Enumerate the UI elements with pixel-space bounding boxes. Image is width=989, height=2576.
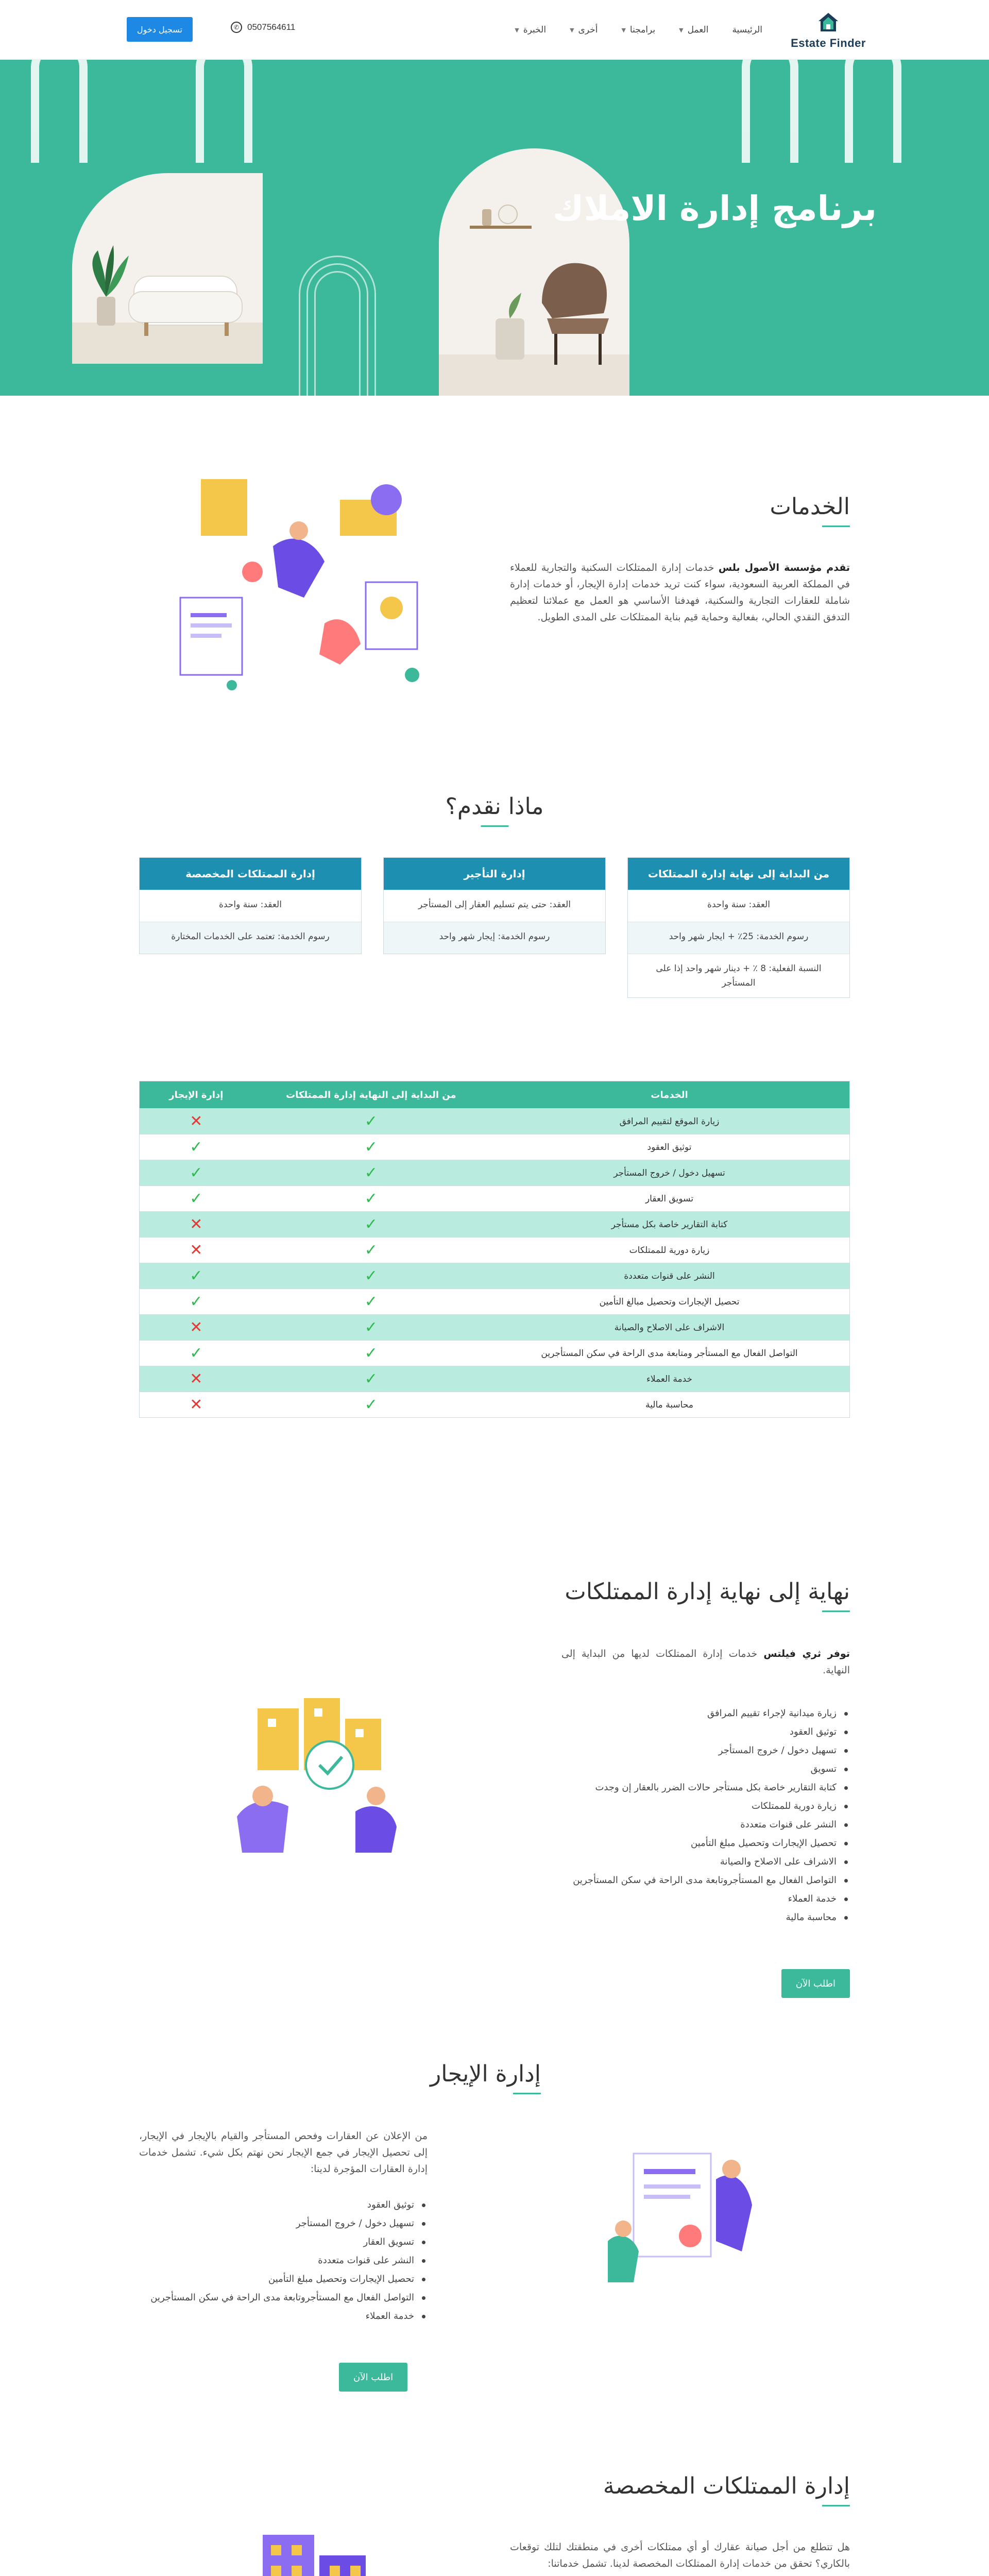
nav-work[interactable] — [679, 25, 708, 35]
e2e-list — [561, 1706, 850, 1929]
offer-card-row: العقد: حتى يتم تسليم العقار إلى المستأجر — [384, 890, 605, 922]
service-name: تسهيل دخول / خروج المستأجر — [613, 1167, 725, 1178]
offer-card-custom — [139, 857, 362, 954]
offer-card-row: رسوم الخدمة: 25٪ + ايجار شهر واحد — [628, 922, 849, 954]
check-icon: ✓ — [364, 1190, 378, 1208]
comparison-row — [140, 1134, 849, 1160]
check-icon: ✓ — [364, 1318, 378, 1336]
e2e-title: نهاية إلى نهاية إدارة الممتلكات — [565, 1579, 850, 1605]
site-header — [0, 0, 989, 60]
rental-list — [139, 2198, 428, 2328]
chevron-down-icon: ▼ — [570, 26, 574, 33]
rental-illustration — [592, 2138, 768, 2303]
comparison-row — [140, 1237, 849, 1263]
offer-card-full — [627, 857, 850, 998]
decor-arch — [31, 60, 88, 163]
hero-title: برنامج إدارة الاملاك — [552, 189, 877, 228]
phone-number: 0507564611 — [247, 22, 296, 32]
service-name: زيارة دورية للممتلكات — [629, 1245, 710, 1256]
list-item: محاسبة مالية — [561, 1910, 850, 1925]
check-icon: ✓ — [364, 1112, 378, 1130]
check-icon: ✓ — [190, 1293, 203, 1311]
offer-card-row: النسبة الفعلية: 8 ٪ + دينار شهر واحد إذا على المستأجر — [628, 954, 849, 997]
cross-icon: ✕ — [190, 1112, 203, 1130]
cross-icon: ✕ — [190, 1370, 203, 1388]
hero-image-sofa — [72, 173, 263, 364]
comparison-row — [140, 1340, 849, 1366]
nav-label: العمل — [687, 25, 709, 35]
list-item: تحصيل الإيجارات وتحصيل مبلغ التأمين — [561, 1836, 850, 1851]
comparison-row — [140, 1160, 849, 1185]
nav-programs[interactable] — [621, 25, 655, 35]
comparison-row — [140, 1108, 849, 1134]
offer-title: ماذا نقدم؟ — [445, 793, 544, 820]
check-icon: ✓ — [190, 1164, 203, 1182]
list-item: تسويق العقار — [139, 2235, 428, 2249]
chair-illustration — [439, 148, 629, 396]
sofa-illustration — [72, 173, 263, 364]
offer-card-title: إدارة التأجير — [384, 858, 605, 890]
site-logo[interactable] — [777, 7, 880, 54]
list-item: خدمة العملاء — [561, 1892, 850, 1906]
check-icon: ✓ — [364, 1267, 378, 1285]
check-icon: ✓ — [190, 1138, 203, 1156]
service-name: تحصيل الإيجارات وتحصيل مبالغ التأمين — [599, 1296, 740, 1307]
cross-icon: ✕ — [190, 1318, 203, 1336]
offer-cards — [139, 857, 850, 1027]
nav-label: الخبرة — [523, 25, 547, 35]
offer-card-title: إدارة الممتلكات المخصصة — [140, 858, 361, 890]
comparison-row — [140, 1263, 849, 1289]
comparison-row — [140, 1314, 849, 1340]
service-name: كتابة التقارير خاصة بكل مستأجر — [611, 1219, 728, 1230]
comparison-row — [140, 1392, 849, 1417]
service-name: خدمة العملاء — [646, 1374, 693, 1384]
list-item: تسويق — [561, 1762, 850, 1776]
nav-home[interactable] — [732, 25, 762, 35]
list-item: التواصل الفعال مع المستأجروتابعة مدى الراحة في سكن المستأجرين — [139, 2291, 428, 2305]
header-phone[interactable] — [231, 22, 295, 33]
phone-icon: ✆ — [231, 22, 242, 33]
list-item: النشر على قنوات متعددة — [561, 1818, 850, 1832]
col-header-rental: إدارة الإيجار — [140, 1081, 253, 1108]
nav-label: برامجنا — [629, 25, 656, 35]
comparison-row — [140, 1289, 849, 1314]
check-icon: ✓ — [190, 1267, 203, 1285]
e2e-illustration — [227, 1688, 412, 1863]
service-name: التواصل الفعال مع المستأجر ومتابعة مدى الراحة في سكن المستأجرين — [541, 1348, 798, 1359]
services-text — [510, 560, 850, 625]
services-body: خدمات إدارة الممتلكات السكنية والتجارية للعملاء في المملكة العربية السعودية، سواء كنت تريد خدمات إدارة الإيجار، أو خدمات إدارة شاملة للعقارات التجارية والسكنية، فهدفنا الأساسي هو العمل مع عملائنا لتعظيم التدفق النقدي الحالي، بفعالية وحماية قيم بناية الممتلكات على المدى الطويل. — [510, 562, 850, 623]
comparison-table — [139, 1081, 850, 1418]
services-lead: تقدم مؤسسة الأصول بلس — [718, 562, 850, 573]
comparison-row — [140, 1211, 849, 1237]
brand-name: Estate Finder — [791, 37, 866, 49]
chevron-down-icon: ▼ — [621, 26, 626, 33]
check-icon: ✓ — [190, 1190, 203, 1208]
list-item: كتابة التقارير خاصة بكل مستأجر حالات الضرر بالعقار إن وجدت — [561, 1781, 850, 1795]
cross-icon: ✕ — [190, 1215, 203, 1233]
list-item: زيارة ميدانية لإجراء تقييم المرافق — [561, 1706, 850, 1721]
offer-card-rental — [383, 857, 606, 954]
check-icon: ✓ — [364, 1215, 378, 1233]
service-name: توثيق العقود — [647, 1142, 692, 1153]
login-button[interactable]: تسجيل دخول — [127, 17, 193, 42]
list-item: توثيق العقود — [561, 1725, 850, 1739]
check-icon: ✓ — [364, 1241, 378, 1259]
list-item: خدمة العملاء — [139, 2309, 428, 2324]
check-icon: ✓ — [364, 1164, 378, 1182]
list-item: تحصيل الإيجارات وتحصيل مبلغ التأمين — [139, 2272, 428, 2286]
decor-arch — [196, 60, 252, 163]
comparison-header — [140, 1081, 849, 1108]
rental-order-button[interactable]: اطلب الآن — [339, 2363, 407, 2392]
services-title: الخدمات — [770, 494, 850, 520]
check-icon: ✓ — [364, 1138, 378, 1156]
chevron-down-icon: ▼ — [515, 26, 519, 33]
offer-card-row: رسوم الخدمة: إيجار شهر واحد — [384, 922, 605, 954]
e2e-order-button[interactable]: اطلب الآن — [781, 1969, 850, 1998]
comparison-body — [140, 1108, 849, 1417]
list-item: توثيق العقود — [139, 2198, 428, 2212]
services-illustration — [170, 469, 448, 696]
chevron-down-icon: ▼ — [679, 26, 684, 33]
offer-card-row: العقد: سنة واحدة — [628, 890, 849, 922]
house-logo-icon — [816, 11, 840, 35]
cross-icon: ✕ — [190, 1241, 203, 1259]
hero-banner — [0, 60, 989, 396]
check-icon: ✓ — [364, 1370, 378, 1388]
nav-label: الرئيسية — [732, 25, 762, 35]
decor-arch — [845, 60, 901, 163]
main-nav — [515, 20, 762, 40]
rental-title: إدارة الإيجار — [335, 2061, 541, 2087]
check-icon: ✓ — [364, 1396, 378, 1414]
e2e-lead: توفر ثري فيلتس — [763, 1648, 850, 1659]
custom-text: هل تتطلع من أجل صيانة عقارك أو أي ممتلكات أخرى في منطقتك لتلك توقعات بالكاري؟ تحقق من خدمات إدارة الممتلكات المخصصة لدينا. تشمل خدماتنا: — [510, 2541, 850, 2569]
nav-other[interactable] — [570, 25, 598, 35]
col-header-services: الخدمات — [489, 1081, 849, 1108]
rental-text: من الإعلان عن العقارات وفحص المستأجر والقيام بالإيجار في الإيجار، إلى تحصيل الإيجار في جمع الإيجار نحن نهتم بكل شيء. تشمل خدمات إدارة العقارات المؤجرة لدينا: — [139, 2130, 428, 2175]
service-name: زيارة الموقع لتقييم المرافق — [619, 1116, 720, 1127]
offer-card-row: العقد: سنة واحدة — [140, 890, 361, 922]
comparison-row — [140, 1185, 849, 1211]
list-item: النشر على قنوات متعددة — [139, 2253, 428, 2268]
list-item: زيارة دورية للممتلكات — [561, 1799, 850, 1814]
check-icon: ✓ — [364, 1293, 378, 1311]
nav-label: أخرى — [578, 25, 598, 35]
col-header-full: من البداية إلى النهاية إدارة الممتلكات — [253, 1081, 489, 1108]
custom-title: إدارة الممتلكات المخصصة — [603, 2473, 850, 2499]
cross-icon: ✕ — [190, 1396, 203, 1414]
service-name: النشر على قنوات متعددة — [624, 1270, 715, 1281]
list-item: تسهيل دخول / خروج المستأجر — [139, 2216, 428, 2231]
check-icon: ✓ — [364, 1344, 378, 1362]
nav-experience[interactable] — [515, 25, 546, 35]
service-name: تسويق العقار — [645, 1193, 694, 1204]
e2e-body: خدمات إدارة الممتلكات لديها من البداية إلى النهاية. — [561, 1648, 850, 1676]
list-item: الاشراف على الاصلاح والصيانة — [561, 1855, 850, 1869]
service-name: محاسبة مالية — [645, 1399, 693, 1410]
e2e-text — [561, 1646, 850, 1679]
check-icon: ✓ — [190, 1344, 203, 1362]
decor-arch — [742, 60, 798, 163]
offer-card-title: من البداية إلى نهاية إدارة الممتلكات — [628, 858, 849, 890]
list-item: التواصل الفعال مع المستأجروتابعة مدى الراحة في سكن المستأجرين — [561, 1873, 850, 1888]
comparison-row — [140, 1366, 849, 1392]
list-item: تسهيل دخول / خروج المستأجر — [561, 1743, 850, 1758]
hero-image-chair — [439, 148, 629, 396]
custom-illustration — [221, 2524, 407, 2576]
service-name: الاشراف على الاصلاح والصيانة — [614, 1322, 725, 1333]
offer-card-row: رسوم الخدمة: تعتمد على الخدمات المختارة — [140, 922, 361, 954]
decor-arch-line — [314, 271, 361, 396]
